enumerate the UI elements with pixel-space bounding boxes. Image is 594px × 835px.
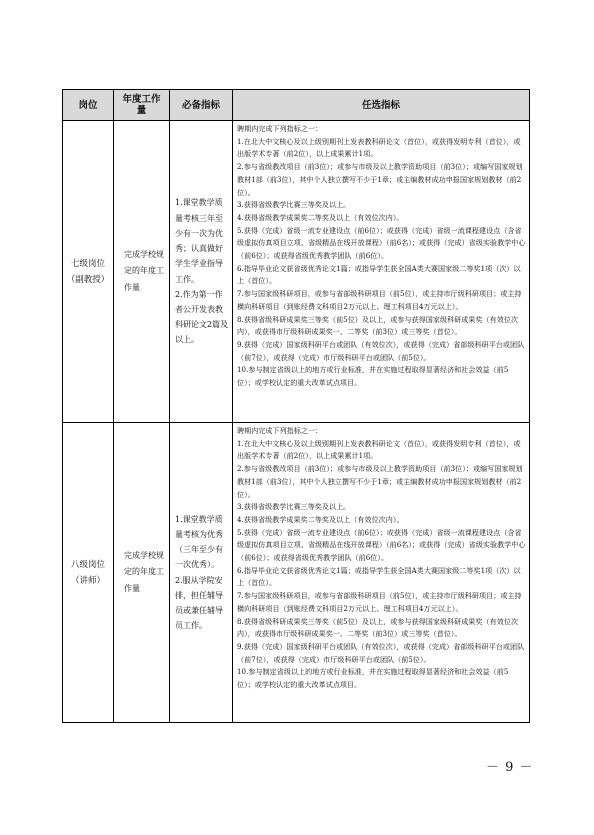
optional-item: 4.获得省级教学成果奖二等奖及以上（有效位次内）。 [237, 514, 404, 524]
workload-cell: 完成学校规定的年度工作量 [114, 423, 170, 723]
required-item: 2.作为第一作者公开发表教科研论文2篇及以上。 [175, 289, 229, 345]
optional-item: 2.参与省级教改项目（前3位）；或参与市级及以上教学资助项目（前3位）；或编写国家规划教材1部（前3位），其中个人独立撰写不少于1章；或主编教材成功申报国家规划教材（前2位）。 [237, 464, 523, 499]
optional-item: 7.参与国家级科研项目，或参与省部级科研项目（前5位），或主持市厅级科研项目；或主持横向科研项目（到账经费文科项目2万元以上、理工科项目4万元以上）。 [237, 289, 522, 311]
optional-item: 10.参与制定省级以上的地方或行业标准，并在实施过程取得显著经济和社会效益（前5位）；或学校认定的重大改革试点项目。 [237, 365, 509, 388]
optional-item: 1.在北大中文核心及以上级别期刊上发表教科研论文（首位），或获得发明专利（首位），或出版学术专著（前2位），以上成果累计1项。 [237, 438, 521, 461]
required-cell [170, 121, 233, 423]
required-item: 1.课堂教学质量考核为优秀（三年至少有一次优秀）。 [175, 514, 223, 570]
post-title: （讲师） [70, 575, 105, 586]
table-row [63, 121, 530, 423]
optional-cell [233, 121, 530, 423]
header-workload: 年度工作量 [114, 90, 170, 121]
table-header-row [63, 90, 530, 121]
optional-item: 1.在北大中文核心及以上级别期刊上发表教科研论文（首位），或获得发明专利（首位），或出版学术专著（前2位），以上成果累计1项。 [237, 136, 521, 159]
optional-item: 8.获得省级科研成果奖三等奖（前5位）及以上，或参与获得国家级科研成果奖（有效位次内），或获得市厅级科研成果奖一、二等奖（前3位）或三等奖（首位）。 [237, 314, 519, 337]
optional-item: 5.获得（完成）省级一流专业建设点（前6位）；或获得（完成）省级一流课程建设点（含省级虚拟仿真项目立项、省级精品在线开放课程）（前6名）；或获得（完成）省级实验教学中心（前6位）；或获得省级优秀教学团队（前6位）。 [237, 527, 526, 563]
workload-cell: 完成学校规定的年度工作量 [114, 121, 170, 423]
optional-item: 9.获得（完成）国家级科研平台或团队（有效位次），或获得（完成）省部级科研平台或团队（前7位），或获得（完成）市厅级科研平台或团队（前5位）。 [237, 641, 525, 664]
header-required: 必备指标 [170, 90, 233, 121]
post-cell [63, 423, 114, 723]
required-cell [170, 423, 233, 723]
optional-cell [233, 423, 530, 723]
optional-intro: 聘期内完成下列指标之一： [237, 426, 323, 435]
optional-item: 3.获得省级教学比赛三等奖及以上。 [237, 502, 351, 512]
optional-item: 2.参与省级教改项目（前3位）；或参与市级及以上教学资助项目（前3位）；或编写国家规划教材1部（前3位），其中个人独立撰写不少于1章；或主编教材成功申报国家规划教材（前2位）。 [237, 162, 523, 197]
required-item: 2.服从学院安排，担任辅导员或兼任辅导员工作。 [175, 575, 223, 631]
post-name: 七级岗位 [70, 258, 105, 269]
header-optional: 任选指标 [233, 90, 530, 121]
optional-item: 6.指导毕业论文获省级优秀论文1篇；或指导学生获全国A类大赛国家级二等奖1项（次）以上（首位）。 [237, 263, 521, 286]
required-item: 1.课堂教学质量考核三年至少有一次为优秀；认真做好学生学业指导工作。 [175, 198, 223, 284]
post-title: （副教授） [66, 274, 110, 285]
optional-item: 7.参与国家级科研项目，或参与省部级科研项目（前5位），或主持市厅级科研项目；或主持横向科研项目（到账经费文科项目2万元以上、理工科项目4万元以上）。 [237, 591, 522, 613]
table-row [63, 423, 530, 723]
post-cell [63, 121, 114, 423]
optional-item: 4.获得省级教学成果奖二等奖及以上（有效位次内）。 [237, 212, 404, 222]
optional-item: 5.获得（完成）省级一流专业建设点（前6位）；或获得（完成）省级一流课程建设点（含省级虚拟仿真项目立项、省级精品在线开放课程）（前6名）；或获得（完成）省级实验教学中心（前6位）；或获得省级优秀教学团队（前6位）。 [237, 225, 526, 261]
optional-intro: 聘期内完成下列指标之一： [237, 124, 323, 133]
page-number: － 9 － [486, 760, 534, 775]
position-criteria-table [62, 89, 530, 723]
optional-item: 3.获得省级教学比赛三等奖及以上。 [237, 200, 351, 210]
optional-item: 9.获得（完成）国家级科研平台或团队（有效位次），或获得（完成）省部级科研平台或团队（前7位），或获得（完成）市厅级科研平台或团队（前5位）。 [237, 339, 525, 362]
post-name: 八级岗位 [70, 559, 105, 570]
optional-item: 10.参与制定省级以上的地方或行业标准，并在实施过程取得显著经济和社会效益（前5位）；或学校认定的重大改革试点项目。 [237, 667, 509, 690]
optional-item: 8.获得省级科研成果奖三等奖（前5位）及以上，或参与获得国家级科研成果奖（有效位次内），或获得市厅级科研成果奖一、二等奖（前3位）或三等奖（首位）。 [237, 616, 519, 639]
header-post: 岗位 [63, 90, 114, 121]
optional-item: 6.指导毕业论文获省级优秀论文1篇；或指导学生获全国A类大赛国家级二等奖1项（次）以上（首位）。 [237, 565, 521, 588]
